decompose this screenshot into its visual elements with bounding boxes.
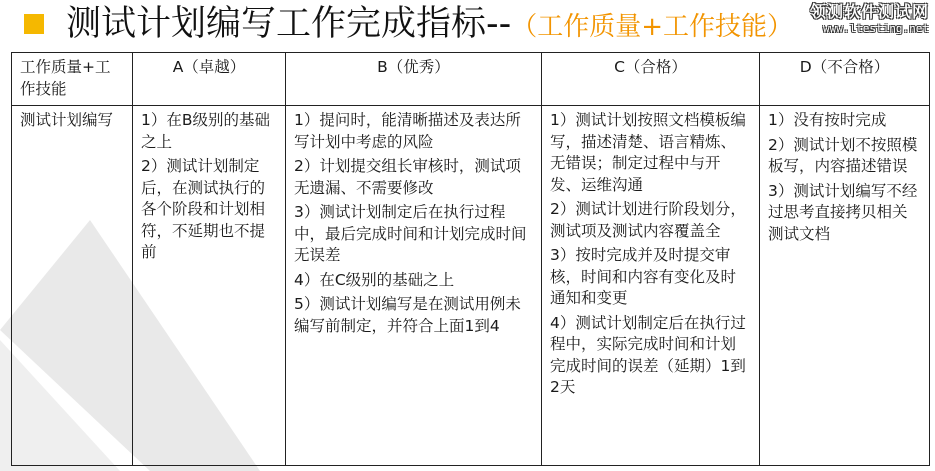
criteria-item: 1）在B级别的基础之上 bbox=[141, 111, 270, 151]
criteria-item: 3）测试计划编写不经过思考直接拷贝相关测试文档 bbox=[768, 181, 918, 243]
title-subtitle: （工作质量+工作技能） bbox=[511, 12, 794, 42]
cell-level-b bbox=[286, 106, 542, 466]
criteria-item: 5）测试计划编写是在测试用例未编写前制定，并符合上面1到4 bbox=[294, 295, 521, 335]
criteria-item: 2）测试计划不按照模板写，内容描述错误 bbox=[768, 135, 918, 175]
header-level-d: D（不合格） bbox=[760, 53, 930, 106]
logo-name: 领测软件测试网 bbox=[809, 2, 929, 21]
site-logo bbox=[810, 2, 929, 36]
cell-level-a bbox=[133, 106, 286, 466]
cell-level-d bbox=[760, 106, 930, 466]
header-criteria: 工作质量+工作技能 bbox=[12, 53, 133, 106]
header-level-a: A（卓越） bbox=[133, 53, 286, 106]
criteria-item: 3）测试计划制定后在执行过程中，最后完成时间和计划完成时间无误差 bbox=[294, 203, 527, 264]
row-label: 测试计划编写 bbox=[12, 106, 133, 466]
criteria-item: 1）没有按时完成 bbox=[768, 111, 887, 129]
header-level-c: C（合格） bbox=[542, 53, 760, 106]
criteria-item: 2）计划提交组长审核时，测试项无遗漏、不需要修改 bbox=[294, 157, 521, 197]
page-title bbox=[66, 2, 793, 49]
criteria-item: 3）按时完成并及时提交审核，时间和内容有变化及时通知和变更 bbox=[550, 246, 737, 307]
criteria-item: 1）提问时，能清晰描述及表达所写计划中考虑的风险 bbox=[294, 111, 521, 151]
logo-url: www.ltesting.net bbox=[823, 22, 929, 35]
criteria-item: 4）在C级别的基础之上 bbox=[294, 270, 455, 289]
title-main-text: 测试计划编写工作完成指标-- bbox=[66, 4, 512, 44]
criteria-item: 4）测试计划制定后在执行过程中，实际完成时间和计划完成时间的误差（延期）1到2天 bbox=[550, 313, 746, 396]
criteria-item: 2）测试计划制定后，在测试执行的各个阶段和计划相符，不延期也不提前 bbox=[141, 157, 266, 261]
table-row bbox=[12, 106, 930, 466]
criteria-item: 2）测试计划进行阶段划分，测试项及测试内容覆盖全 bbox=[550, 200, 746, 240]
criteria-item: 1）测试计划按照文档模板编写，描述清楚、语言精炼、无错误；制定过程中与开发、运维沟通 bbox=[550, 111, 746, 194]
criteria-table bbox=[11, 52, 930, 466]
table-header-row bbox=[12, 53, 930, 106]
cell-level-c bbox=[542, 106, 760, 466]
header-level-b: B（优秀） bbox=[286, 53, 542, 106]
title-bullet bbox=[24, 14, 44, 34]
title-bar bbox=[0, 0, 935, 50]
